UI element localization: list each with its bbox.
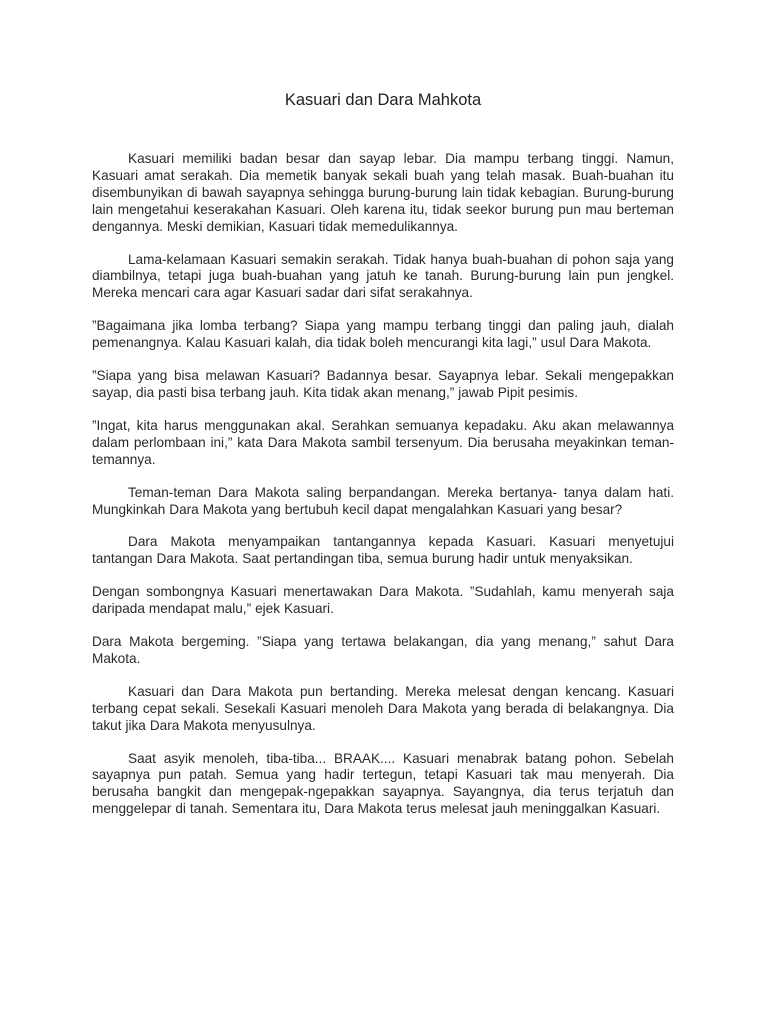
paragraph-5: ”Ingat, kita harus menggunakan akal. Serahkan semuanya kepadaku. Aku akan melawannya dalam perlombaan ini,” kata Dara Makota sambil tersenyum. Dia berusaha meyakinkan teman-temannya.: [92, 417, 674, 467]
document-title: Kasuari dan Dara Mahkota: [284, 91, 482, 109]
paragraph-10: Kasuari dan Dara Makota pun bertanding. Mereka melesat dengan kencang. Kasuari terbang cepat sekali. Sesekali Kasuari menoleh Dara Makota yang berada di belakangnya. Dia takut jika Dara Makota menyusulnya.: [92, 683, 674, 733]
paragraph-2: Lama-kelamaan Kasuari semakin serakah. Tidak hanya buah-buahan di pohon saja yang diambilnya, tetapi juga buah-buahan yang jatuh ke tanah. Burung-burung lain pun jengkel. Mereka mencari cara agar Kasuari sadar dari sifat serakahnya.: [92, 251, 674, 301]
paragraph-9: Dara Makota bergeming. ”Siapa yang tertawa belakangan, dia yang menang,” sahut Dara Makota.: [92, 634, 674, 666]
paragraph-1: Kasuari memiliki badan besar dan sayap lebar. Dia mampu terbang tinggi. Namun, Kasuari amat serakah. Dia memetik banyak sekali buah yang telah masak. Buah-buahan itu disembunyikan di bawah sayapnya sehingga burung-burung lain tidak kebagian. Burung-burung lain mengetahui keserakahan Kasuari. Oleh karena itu, tidak seekor burung pun mau berteman dengannya. Meski demikian, Kasuari tidak memedulikannya.: [92, 151, 674, 234]
document-body: [92, 151, 674, 834]
paragraph-6: Teman-teman Dara Makota saling berpandangan. Mereka bertanya- tanya dalam hati. Mungkinkah Dara Makota yang bertubuh kecil dapat mengalahkan Kasuari yang besar?: [92, 484, 674, 517]
paragraph-11: Saat asyik menoleh, tiba-tiba... BRAAK.... Kasuari menabrak batang pohon. Sebelah sayapnya pun patah. Semua yang hadir tertegun, tetapi Kasuari tak mau menyerah. Dia berusaha bangkit dan mengepak-ngepakkan sayapnya. Sayangnya, dia terus terjatuh dan menggelepar di tanah. Sementara itu, Dara Makota terus melesat jauh meninggalkan Kasuari.: [92, 750, 674, 817]
paragraph-3: ”Bagaimana jika lomba terbang? Siapa yang mampu terbang tinggi dan paling jauh, dialah pemenangnya. Kalau Kasuari kalah, dia tidak boleh mencurangi kita lagi,” usul Dara Makota.: [92, 318, 674, 351]
paragraph-8: Dengan sombongnya Kasuari menertawakan Dara Makota. ”Sudahlah, kamu menyerah saja daripada mendapat malu,” ejek Kasuari.: [92, 584, 674, 617]
paragraph-4: ”Siapa yang bisa melawan Kasuari? Badannya besar. Sayapnya lebar. Sekali mengepakkan sayap, dia pasti bisa terbang jauh. Kita tidak akan menang,” jawab Pipit pesimis.: [92, 368, 674, 400]
paragraph-7: Dara Makota menyampaikan tantangannya kepada Kasuari. Kasuari menyetujui tantangan Dara Makota. Saat pertandingan tiba, semua burung hadir untuk menyaksikan.: [92, 534, 674, 567]
